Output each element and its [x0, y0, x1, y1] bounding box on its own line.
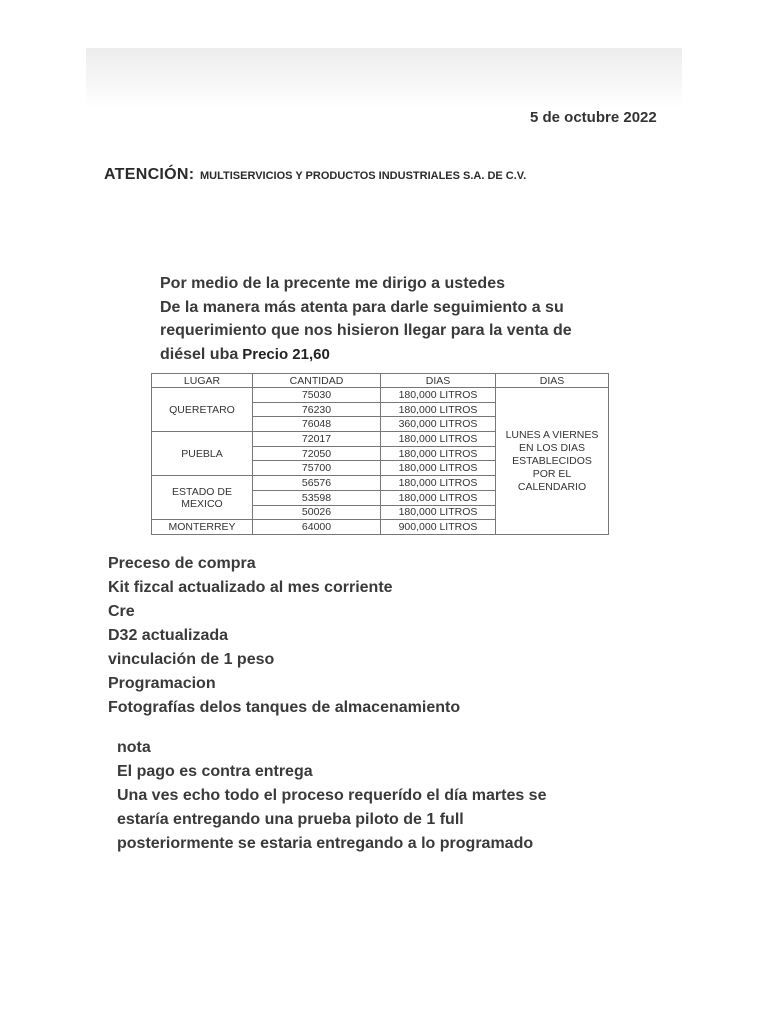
list-item: Programacion	[108, 675, 216, 692]
column-header: LUGAR	[152, 374, 253, 388]
quantity-cell: 76048	[253, 417, 381, 432]
table-row	[152, 388, 609, 403]
intro-line: diésel uba	[160, 345, 239, 363]
table-header-row	[152, 374, 609, 388]
note-line: El pago es contra entrega	[117, 763, 313, 780]
requirements-list	[108, 552, 668, 720]
intro-line: requerimiento que nos hisieron llegar para la venta de	[160, 322, 572, 339]
note-line: Una ves echo todo el proceso requerído el día martes se	[117, 787, 547, 804]
liters-cell: 180,000 LITROS	[381, 461, 496, 476]
column-header: CANTIDAD	[253, 374, 381, 388]
document-date: 5 de octubre 2022	[530, 109, 657, 126]
quantity-cell: 64000	[253, 520, 381, 535]
place-cell: PUEBLA	[152, 432, 253, 476]
price-table-container	[151, 373, 608, 535]
intro-line: De la manera más atenta para darle seguimiento a su	[160, 298, 564, 316]
liters-cell: 180,000 LITROS	[381, 432, 496, 447]
quantity-cell: 72050	[253, 446, 381, 461]
quantity-cell: 75700	[253, 461, 381, 476]
list-item: D32 actualizada	[108, 627, 229, 644]
quantity-cell: 50026	[253, 505, 381, 520]
intro-line: Por medio de la precente me dirigo a ustedes	[160, 275, 505, 292]
delivery-days-cell: LUNES A VIERNES EN LOS DIAS ESTABLECIDOS POR EL CALENDARIO	[496, 388, 609, 535]
note-heading: nota	[117, 739, 151, 756]
note-line: estaría entregando una prueba piloto de 1 full	[117, 811, 464, 828]
attention-label: ATENCIÓN:	[104, 166, 195, 183]
liters-cell: 180,000 LITROS	[381, 388, 496, 403]
column-header: DIAS	[496, 374, 609, 388]
list-item: Kit fizcal actualizado al mes corriente	[108, 579, 393, 596]
liters-cell: 900,000 LITROS	[381, 520, 496, 535]
list-item: Fotografías delos tanques de almacenamiento	[108, 699, 461, 716]
price-label: Precio 21,60	[242, 345, 330, 363]
liters-cell: 180,000 LITROS	[381, 402, 496, 417]
quantity-cell: 75030	[253, 388, 381, 403]
price-table	[151, 373, 609, 535]
place-cell: ESTADO DE MEXICO	[152, 476, 253, 520]
liters-cell: 180,000 LITROS	[381, 476, 496, 491]
quantity-cell: 76230	[253, 402, 381, 417]
attention-recipient: MULTISERVICIOS Y PRODUCTOS INDUSTRIALES S.A. DE C.V.	[200, 170, 527, 182]
intro-line-last	[160, 343, 630, 367]
note-line: posteriormente se estaria entregando a lo programado	[117, 835, 534, 852]
quantity-cell: 53598	[253, 490, 381, 505]
list-item: vinculación de 1 peso	[108, 651, 275, 668]
note-section	[117, 736, 677, 856]
place-cell: MONTERREY	[152, 520, 253, 535]
list-item: Preceso de compra	[108, 555, 256, 572]
liters-cell: 180,000 LITROS	[381, 490, 496, 505]
quantity-cell: 56576	[253, 476, 381, 491]
liters-cell: 180,000 LITROS	[381, 505, 496, 520]
liters-cell: 180,000 LITROS	[381, 446, 496, 461]
place-cell: QUERETARO	[152, 388, 253, 432]
intro-paragraph	[160, 272, 630, 366]
list-item: Cre	[108, 603, 135, 620]
top-shade	[86, 48, 682, 108]
liters-cell: 360,000 LITROS	[381, 417, 496, 432]
quantity-cell: 72017	[253, 432, 381, 447]
column-header: DIAS	[381, 374, 496, 388]
